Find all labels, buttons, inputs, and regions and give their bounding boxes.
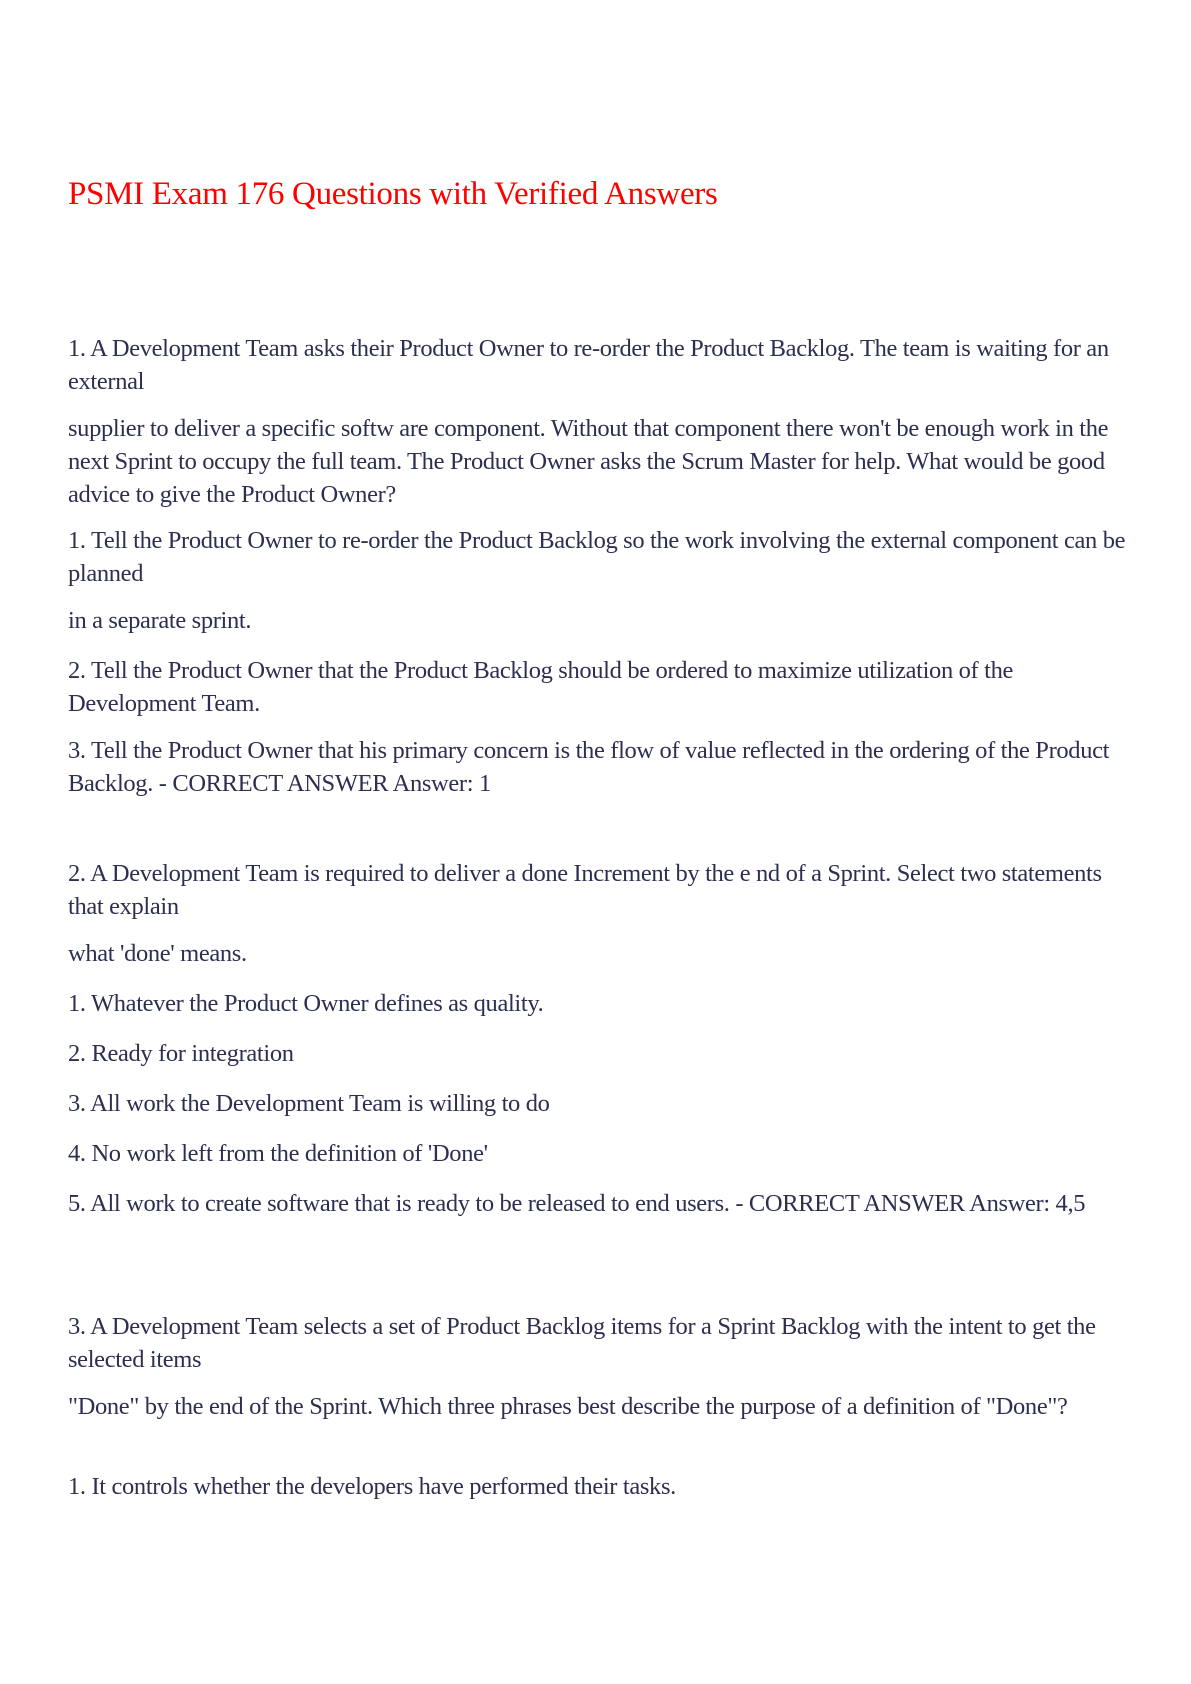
question-1-option-3-with-answer: 3. Tell the Product Owner that his primary concern is the flow of value reflected in the ordering of the Product Backlog. - CORRECT ANSWER Answer: 1 bbox=[68, 737, 1110, 797]
question-2-stem-part-2: what 'done' means. bbox=[68, 940, 247, 967]
question-2-option-1: 1. Whatever the Product Owner defines as quality. bbox=[68, 990, 544, 1017]
question-1-option-1-part-2: in a separate sprint. bbox=[68, 607, 252, 634]
question-2-option-4: 4. No work left from the definition of 'Done' bbox=[68, 1140, 488, 1167]
document-title: PSMI Exam 176 Questions with Verified Answers bbox=[68, 176, 718, 212]
question-1-stem-part-1: 1. A Development Team asks their Product Owner to re-order the Product Backlog. The team is waiting for an external bbox=[68, 335, 1109, 395]
question-3-stem-part-2: "Done" by the end of the Sprint. Which three phrases best describe the purpose of a definition of "Done"? bbox=[68, 1393, 1068, 1420]
question-2-option-5-with-answer: 5. All work to create software that is ready to be released to end users. - CORRECT ANSWER Answer: 4,5 bbox=[68, 1190, 1086, 1217]
question-3-stem-part-1: 3. A Development Team selects a set of Product Backlog items for a Sprint Backlog with the intent to get the selected items bbox=[68, 1313, 1096, 1373]
question-1-option-1-part-1: 1. Tell the Product Owner to re-order the Product Backlog so the work involving the external component can be planned bbox=[68, 527, 1126, 587]
question-1-stem-part-2: supplier to deliver a specific softw are component. Without that component there won't be enough work in the next Sprint to occupy the full team. The Product Owner asks the Scrum Master for help. What would be good advice to give the Product Owner? bbox=[68, 415, 1109, 508]
question-2-option-3: 3. All work the Development Team is willing to do bbox=[68, 1090, 550, 1117]
question-2-stem-part-1: 2. A Development Team is required to deliver a done Increment by the e nd of a Sprint. Select two statements that explain bbox=[68, 860, 1102, 920]
question-3-option-1: 1. It controls whether the developers have performed their tasks. bbox=[68, 1473, 676, 1500]
question-1-option-2: 2. Tell the Product Owner that the Product Backlog should be ordered to maximize utilization of the Development Team. bbox=[68, 657, 1013, 717]
question-2-option-2: 2. Ready for integration bbox=[68, 1040, 294, 1067]
